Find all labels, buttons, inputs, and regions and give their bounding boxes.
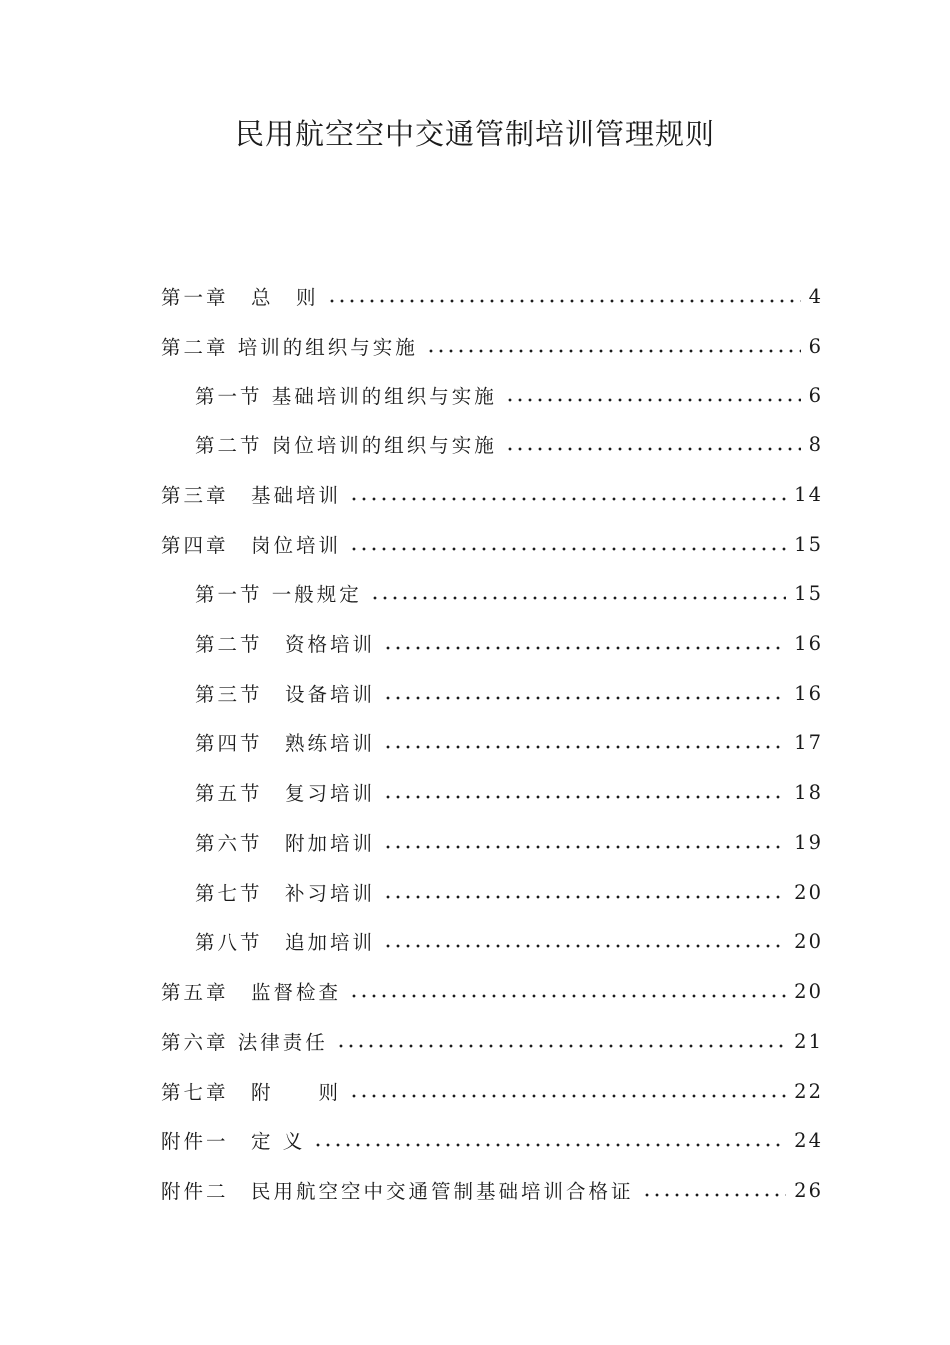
toc-entry-label: 第八节 追加培训 [195,931,376,954]
toc-entry-label: 第三节 设备培训 [195,683,376,706]
dot-leader [349,547,786,551]
toc-page-number: 20 [794,880,823,904]
dot-leader [383,745,786,749]
toc-entry-appendix-2[interactable] [161,1172,823,1208]
toc-page-number: 16 [794,631,823,655]
dot-leader [370,596,786,600]
dot-leader [505,447,801,451]
toc-page-number: 4 [808,284,823,308]
toc-page-number: 17 [794,730,823,754]
toc-entry-section-4-3[interactable] [195,675,823,711]
toc-entry-section-2-2[interactable] [195,426,823,462]
toc-entry-chapter-5[interactable] [161,973,823,1009]
dot-leader [505,398,801,402]
toc-page-number: 20 [794,979,823,1003]
toc-entry-chapter-2[interactable] [161,328,823,364]
dot-leader [426,349,801,353]
toc-entry-section-4-5[interactable] [195,774,823,810]
dot-leader [383,944,786,948]
document-title: 民用航空空中交通管制培训管理规则 [234,117,715,151]
toc-entry-section-4-2[interactable] [195,625,823,661]
toc-entry-chapter-4[interactable] [161,526,823,562]
toc-entry-chapter-7[interactable] [161,1073,823,1109]
toc-page-number: 6 [808,334,823,358]
toc-page-number: 19 [794,830,823,854]
dot-leader [349,1094,786,1098]
toc-entry-chapter-6[interactable] [161,1023,823,1059]
toc-entry-appendix-1[interactable] [161,1122,823,1158]
dot-leader [313,1143,786,1147]
toc-entry-label: 第七章 附 则 [161,1081,342,1104]
dot-leader [642,1193,787,1197]
toc-page-number: 21 [794,1029,823,1053]
toc-entry-chapter-1[interactable] [161,278,823,314]
toc-entry-label: 第一节 基础培训的组织与实施 [195,385,497,408]
dot-leader [327,299,801,303]
toc-page-number: 14 [794,482,823,506]
toc-page-number: 6 [808,383,823,407]
toc-page-number: 15 [794,581,823,605]
toc-entry-label: 第二节 岗位培训的组织与实施 [195,434,497,457]
toc-entry-label: 第五章 监督检查 [161,981,342,1004]
dot-leader [336,1044,786,1048]
toc-entry-label: 第一节 一般规定 [195,583,362,606]
toc-entry-label: 第一章 总 则 [161,286,319,309]
toc-page-number: 26 [794,1178,823,1202]
toc-entry-label: 第四章 岗位培训 [161,534,342,557]
toc-entry-section-4-7[interactable] [195,874,823,910]
toc-entry-chapter-3[interactable] [161,476,823,512]
dot-leader [383,696,786,700]
toc-page-number: 15 [794,532,823,556]
dot-leader [383,895,786,899]
dot-leader [383,845,786,849]
toc-entry-label: 第三章 基础培训 [161,484,342,507]
dot-leader [383,795,786,799]
toc-entry-section-4-4[interactable] [195,724,823,760]
toc-entry-label: 第四节 熟练培训 [195,732,376,755]
toc-entry-section-4-1[interactable] [195,575,823,611]
toc-entry-label: 第二节 资格培训 [195,633,376,656]
dot-leader [349,497,786,501]
toc-entry-label: 第五节 复习培训 [195,782,376,805]
toc-page-number: 22 [794,1079,823,1103]
toc-page-number: 20 [794,929,823,953]
toc-entry-label: 第六节 附加培训 [195,832,376,855]
toc-entry-label: 第七节 补习培训 [195,882,376,905]
toc-entry-label: 附件二 民用航空空中交通管制基础培训合格证 [161,1180,634,1203]
toc-page-number: 8 [808,432,823,456]
toc-page-number: 16 [794,681,823,705]
toc-page-number: 24 [794,1128,823,1152]
toc-entry-section-4-8[interactable] [195,923,823,959]
dot-leader [383,646,786,650]
toc-entry-section-2-1[interactable] [195,377,823,413]
toc-entry-label: 第二章 培训的组织与实施 [161,336,418,359]
toc-entry-label: 附件一 定 义 [161,1130,306,1153]
toc-entry-label: 第六章 法律责任 [161,1031,328,1054]
dot-leader [349,994,786,998]
toc-entry-section-4-6[interactable] [195,824,823,860]
toc-page-number: 18 [794,780,823,804]
